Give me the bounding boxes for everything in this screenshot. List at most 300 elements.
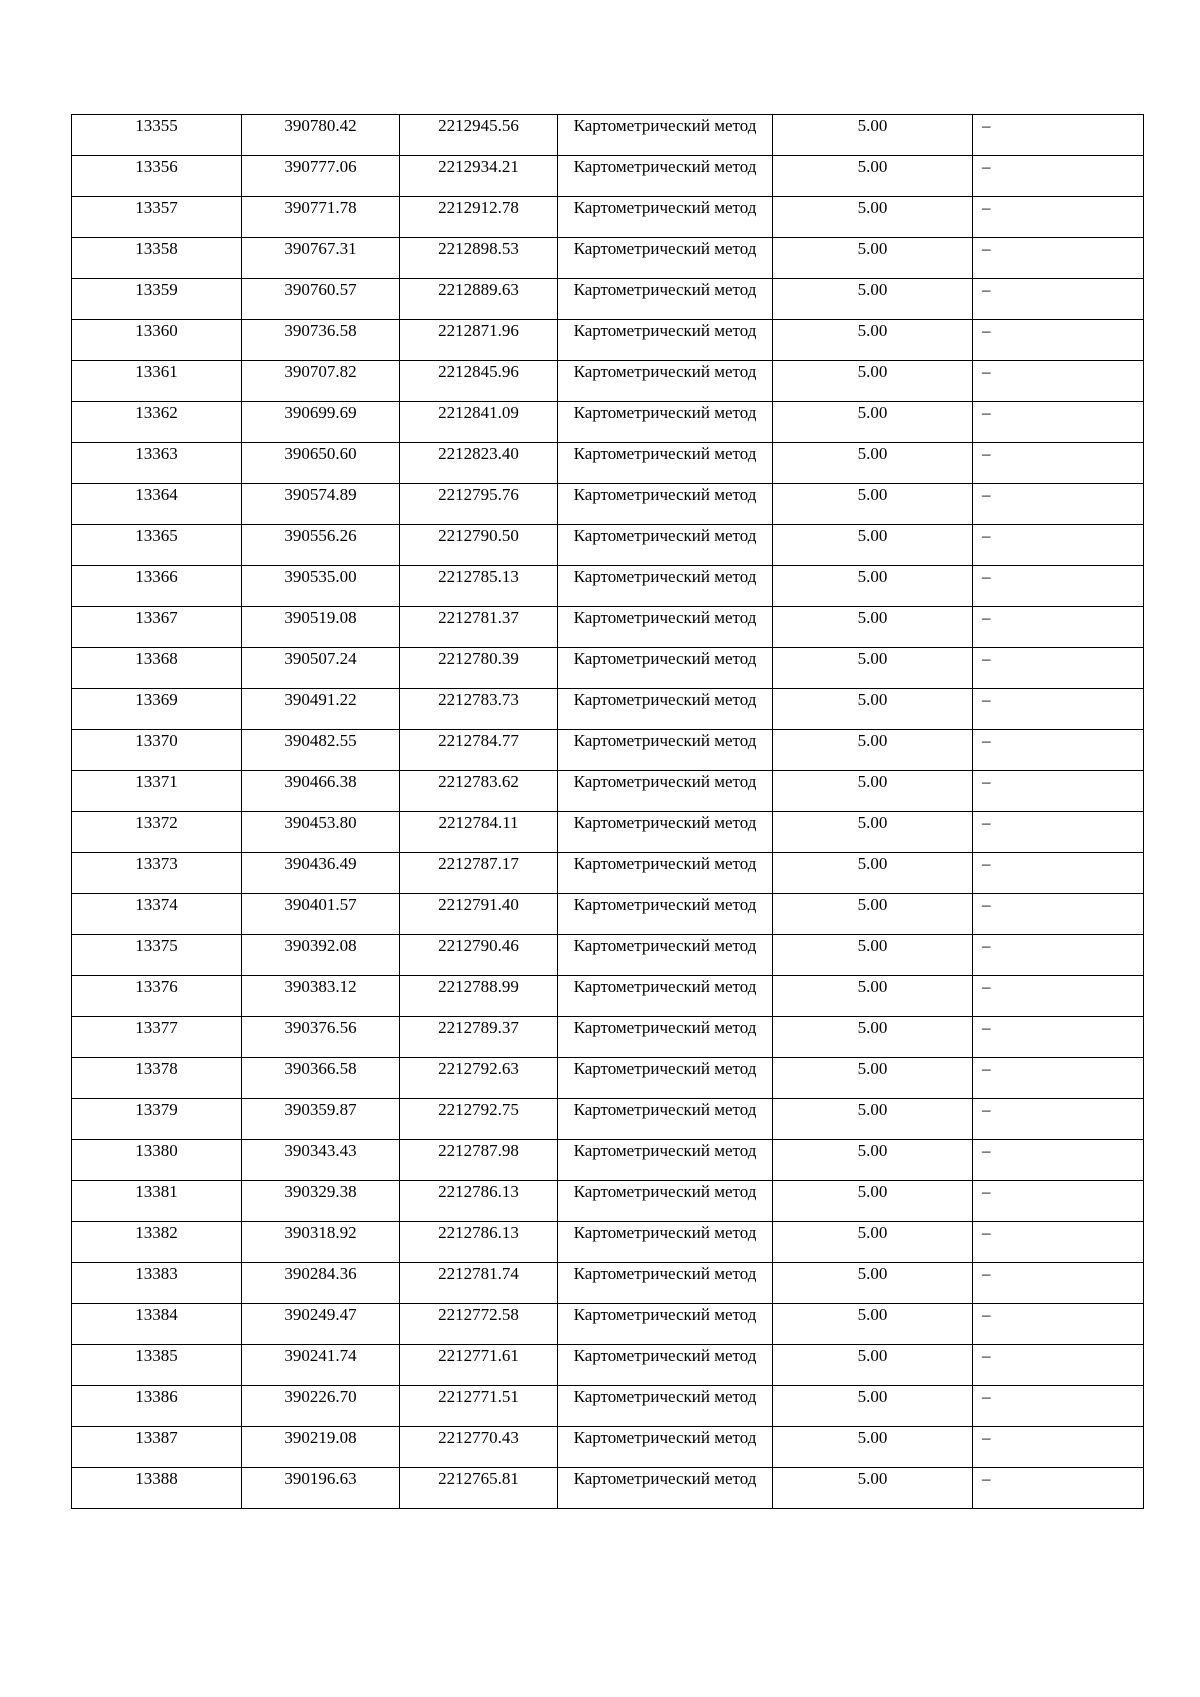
accuracy-cell-text: 5.00 — [857, 198, 888, 217]
method-cell-text: Картометрический метод — [573, 1305, 757, 1324]
x-coordinate-cell — [242, 361, 400, 402]
accuracy-cell-text: 5.00 — [857, 567, 888, 586]
method-cell — [558, 853, 773, 894]
table-row — [72, 197, 1144, 238]
x-coordinate-cell — [242, 1263, 400, 1304]
table-row — [72, 1386, 1144, 1427]
y-coordinate-cell-text: 2212783.62 — [438, 772, 519, 791]
note-cell-text: – — [982, 198, 991, 217]
method-cell-text: Картометрический метод — [573, 526, 757, 545]
point-number-cell — [72, 648, 242, 689]
x-coordinate-cell-text: 390574.89 — [284, 485, 357, 504]
note-cell-text: – — [982, 1223, 991, 1242]
table-row — [72, 1304, 1144, 1345]
method-cell-text: Картометрический метод — [573, 1018, 757, 1037]
x-coordinate-cell-text: 390366.58 — [284, 1059, 357, 1078]
y-coordinate-cell-text: 2212781.74 — [438, 1264, 519, 1283]
point-number-cell — [72, 197, 242, 238]
y-coordinate-cell — [400, 935, 558, 976]
y-coordinate-cell-text: 2212772.58 — [438, 1305, 519, 1324]
accuracy-cell-text: 5.00 — [857, 895, 888, 914]
x-coordinate-cell-text: 390466.38 — [284, 772, 357, 791]
y-coordinate-cell — [400, 525, 558, 566]
method-cell-text: Картометрический метод — [573, 239, 757, 258]
note-cell — [973, 1181, 1144, 1222]
note-cell-text: – — [982, 362, 991, 381]
point-number-cell — [72, 238, 242, 279]
accuracy-cell-text: 5.00 — [857, 157, 888, 176]
x-coordinate-cell-text: 390453.80 — [284, 813, 357, 832]
method-cell-text: Картометрический метод — [573, 362, 757, 381]
accuracy-cell-text: 5.00 — [857, 1305, 888, 1324]
note-cell-text: – — [982, 1264, 991, 1283]
y-coordinate-cell-text: 2212791.40 — [438, 895, 519, 914]
point-number-cell — [72, 361, 242, 402]
point-number-cell — [72, 1222, 242, 1263]
accuracy-cell-text: 5.00 — [857, 362, 888, 381]
x-coordinate-cell — [242, 566, 400, 607]
x-coordinate-cell-text: 390318.92 — [284, 1223, 357, 1242]
accuracy-cell — [773, 894, 973, 935]
point-number-cell — [72, 1017, 242, 1058]
y-coordinate-cell — [400, 607, 558, 648]
note-cell-text: – — [982, 1469, 991, 1488]
note-cell-text: – — [982, 526, 991, 545]
y-coordinate-cell — [400, 197, 558, 238]
accuracy-cell-text: 5.00 — [857, 608, 888, 627]
method-cell — [558, 894, 773, 935]
note-cell-text: – — [982, 977, 991, 996]
point-number-cell-text: 13374 — [135, 895, 178, 914]
note-cell-text: – — [982, 608, 991, 627]
y-coordinate-cell-text: 2212787.98 — [438, 1141, 519, 1160]
method-cell-text: Картометрический метод — [573, 321, 757, 340]
point-number-cell — [72, 320, 242, 361]
accuracy-cell — [773, 1386, 973, 1427]
note-cell-text: – — [982, 485, 991, 504]
x-coordinate-cell — [242, 607, 400, 648]
x-coordinate-cell — [242, 771, 400, 812]
method-cell-text: Картометрический метод — [573, 854, 757, 873]
point-number-cell — [72, 976, 242, 1017]
note-cell-text: – — [982, 1346, 991, 1365]
note-cell — [973, 279, 1144, 320]
note-cell — [973, 320, 1144, 361]
method-cell — [558, 279, 773, 320]
y-coordinate-cell — [400, 976, 558, 1017]
note-cell-text: – — [982, 936, 991, 955]
accuracy-cell-text: 5.00 — [857, 485, 888, 504]
point-number-cell — [72, 1058, 242, 1099]
accuracy-cell — [773, 1222, 973, 1263]
x-coordinate-cell — [242, 730, 400, 771]
method-cell — [558, 976, 773, 1017]
point-number-cell-text: 13373 — [135, 854, 178, 873]
method-cell — [558, 1140, 773, 1181]
point-number-cell — [72, 1427, 242, 1468]
accuracy-cell-text: 5.00 — [857, 649, 888, 668]
point-number-cell — [72, 484, 242, 525]
y-coordinate-cell — [400, 238, 558, 279]
point-number-cell — [72, 894, 242, 935]
accuracy-cell — [773, 853, 973, 894]
accuracy-cell — [773, 812, 973, 853]
method-cell-text: Картометрический метод — [573, 731, 757, 750]
x-coordinate-cell-text: 390780.42 — [284, 116, 357, 135]
note-cell — [973, 1345, 1144, 1386]
y-coordinate-cell — [400, 115, 558, 156]
x-coordinate-cell — [242, 156, 400, 197]
x-coordinate-cell-text: 390383.12 — [284, 977, 357, 996]
point-number-cell-text: 13371 — [135, 772, 178, 791]
accuracy-cell-text: 5.00 — [857, 1223, 888, 1242]
point-number-cell-text: 13356 — [135, 157, 178, 176]
accuracy-cell — [773, 115, 973, 156]
x-coordinate-cell — [242, 1017, 400, 1058]
note-cell — [973, 566, 1144, 607]
note-cell-text: – — [982, 116, 991, 135]
y-coordinate-cell — [400, 1304, 558, 1345]
method-cell-text: Картометрический метод — [573, 1346, 757, 1365]
note-cell — [973, 1222, 1144, 1263]
accuracy-cell — [773, 320, 973, 361]
table-row — [72, 689, 1144, 730]
table-row — [72, 1222, 1144, 1263]
y-coordinate-cell — [400, 279, 558, 320]
x-coordinate-cell — [242, 1427, 400, 1468]
point-number-cell — [72, 1140, 242, 1181]
note-cell — [973, 1017, 1144, 1058]
method-cell — [558, 1222, 773, 1263]
point-number-cell — [72, 935, 242, 976]
x-coordinate-cell-text: 390519.08 — [284, 608, 357, 627]
point-number-cell-text: 13363 — [135, 444, 178, 463]
x-coordinate-cell-text: 390736.58 — [284, 321, 357, 340]
point-number-cell-text: 13355 — [135, 116, 178, 135]
accuracy-cell-text: 5.00 — [857, 1346, 888, 1365]
y-coordinate-cell-text: 2212898.53 — [438, 239, 519, 258]
table-row — [72, 1263, 1144, 1304]
note-cell-text: – — [982, 690, 991, 709]
accuracy-cell — [773, 484, 973, 525]
accuracy-cell — [773, 1263, 973, 1304]
x-coordinate-cell-text: 390219.08 — [284, 1428, 357, 1447]
note-cell — [973, 1140, 1144, 1181]
method-cell-text: Картометрический метод — [573, 1428, 757, 1447]
x-coordinate-cell — [242, 402, 400, 443]
method-cell — [558, 607, 773, 648]
x-coordinate-cell-text: 390707.82 — [284, 362, 357, 381]
note-cell — [973, 156, 1144, 197]
method-cell-text: Картометрический метод — [573, 485, 757, 504]
y-coordinate-cell-text: 2212784.11 — [438, 813, 519, 832]
accuracy-cell — [773, 156, 973, 197]
note-cell — [973, 771, 1144, 812]
note-cell — [973, 1468, 1144, 1509]
method-cell-text: Картометрический метод — [573, 977, 757, 996]
x-coordinate-cell — [242, 976, 400, 1017]
method-cell — [558, 525, 773, 566]
method-cell — [558, 1345, 773, 1386]
point-number-cell-text: 13369 — [135, 690, 178, 709]
table-row — [72, 402, 1144, 443]
y-coordinate-cell-text: 2212934.21 — [438, 157, 519, 176]
point-number-cell-text: 13376 — [135, 977, 178, 996]
note-cell — [973, 1263, 1144, 1304]
y-coordinate-cell — [400, 771, 558, 812]
note-cell-text: – — [982, 1059, 991, 1078]
method-cell-text: Картометрический метод — [573, 198, 757, 217]
note-cell-text: – — [982, 1387, 991, 1406]
method-cell — [558, 1181, 773, 1222]
note-cell-text: – — [982, 239, 991, 258]
y-coordinate-cell — [400, 1099, 558, 1140]
y-coordinate-cell — [400, 1222, 558, 1263]
x-coordinate-cell — [242, 1304, 400, 1345]
y-coordinate-cell-text: 2212781.37 — [438, 608, 519, 627]
y-coordinate-cell-text: 2212786.13 — [438, 1182, 519, 1201]
x-coordinate-cell — [242, 1140, 400, 1181]
accuracy-cell-text: 5.00 — [857, 1018, 888, 1037]
point-number-cell-text: 13380 — [135, 1141, 178, 1160]
x-coordinate-cell-text: 390226.70 — [284, 1387, 357, 1406]
table-row — [72, 648, 1144, 689]
method-cell — [558, 197, 773, 238]
y-coordinate-cell — [400, 853, 558, 894]
point-number-cell — [72, 689, 242, 730]
note-cell-text: – — [982, 1428, 991, 1447]
note-cell-text: – — [982, 444, 991, 463]
x-coordinate-cell-text: 390196.63 — [284, 1469, 357, 1488]
method-cell — [558, 320, 773, 361]
accuracy-cell — [773, 361, 973, 402]
accuracy-cell-text: 5.00 — [857, 1469, 888, 1488]
x-coordinate-cell-text: 390491.22 — [284, 690, 357, 709]
point-number-cell-text: 13366 — [135, 567, 178, 586]
accuracy-cell-text: 5.00 — [857, 280, 888, 299]
note-cell — [973, 730, 1144, 771]
accuracy-cell-text: 5.00 — [857, 1059, 888, 1078]
table-row — [72, 1468, 1144, 1509]
table-row — [72, 935, 1144, 976]
accuracy-cell-text: 5.00 — [857, 1428, 888, 1447]
note-cell-text: – — [982, 280, 991, 299]
accuracy-cell-text: 5.00 — [857, 116, 888, 135]
point-number-cell — [72, 279, 242, 320]
x-coordinate-cell — [242, 197, 400, 238]
method-cell-text: Картометрический метод — [573, 1141, 757, 1160]
point-number-cell-text: 13368 — [135, 649, 178, 668]
note-cell — [973, 443, 1144, 484]
x-coordinate-cell-text: 390343.43 — [284, 1141, 357, 1160]
note-cell — [973, 115, 1144, 156]
x-coordinate-cell — [242, 320, 400, 361]
y-coordinate-cell-text: 2212845.96 — [438, 362, 519, 381]
x-coordinate-cell-text: 390241.74 — [284, 1346, 357, 1365]
table-row — [72, 1058, 1144, 1099]
point-number-cell-text: 13383 — [135, 1264, 178, 1283]
y-coordinate-cell — [400, 1345, 558, 1386]
point-number-cell — [72, 443, 242, 484]
x-coordinate-cell-text: 390777.06 — [284, 157, 357, 176]
accuracy-cell — [773, 1099, 973, 1140]
x-coordinate-cell-text: 390376.56 — [284, 1018, 357, 1037]
y-coordinate-cell — [400, 156, 558, 197]
y-coordinate-cell-text: 2212792.75 — [438, 1100, 519, 1119]
x-coordinate-cell-text: 390329.38 — [284, 1182, 357, 1201]
table-row — [72, 1140, 1144, 1181]
x-coordinate-cell — [242, 1386, 400, 1427]
x-coordinate-cell — [242, 689, 400, 730]
method-cell — [558, 566, 773, 607]
note-cell-text: – — [982, 1182, 991, 1201]
note-cell — [973, 361, 1144, 402]
x-coordinate-cell — [242, 115, 400, 156]
accuracy-cell — [773, 238, 973, 279]
x-coordinate-cell-text: 390436.49 — [284, 854, 357, 873]
x-coordinate-cell — [242, 484, 400, 525]
method-cell-text: Картометрический метод — [573, 1059, 757, 1078]
note-cell-text: – — [982, 1100, 991, 1119]
method-cell-text: Картометрический метод — [573, 1264, 757, 1283]
table-row — [72, 566, 1144, 607]
note-cell — [973, 812, 1144, 853]
x-coordinate-cell — [242, 238, 400, 279]
accuracy-cell-text: 5.00 — [857, 854, 888, 873]
y-coordinate-cell-text: 2212785.13 — [438, 567, 519, 586]
note-cell — [973, 648, 1144, 689]
method-cell — [558, 1386, 773, 1427]
y-coordinate-cell-text: 2212787.17 — [438, 854, 519, 873]
table-row — [72, 238, 1144, 279]
method-cell-text: Картометрический метод — [573, 157, 757, 176]
y-coordinate-cell — [400, 730, 558, 771]
x-coordinate-cell-text: 390771.78 — [284, 198, 357, 217]
y-coordinate-cell-text: 2212789.37 — [438, 1018, 519, 1037]
accuracy-cell — [773, 935, 973, 976]
point-number-cell-text: 13381 — [135, 1182, 178, 1201]
point-number-cell-text: 13364 — [135, 485, 178, 504]
point-number-cell-text: 13386 — [135, 1387, 178, 1406]
point-number-cell-text: 13362 — [135, 403, 178, 422]
accuracy-cell — [773, 1468, 973, 1509]
accuracy-cell-text: 5.00 — [857, 444, 888, 463]
y-coordinate-cell — [400, 689, 558, 730]
accuracy-cell — [773, 1427, 973, 1468]
x-coordinate-cell-text: 390556.26 — [284, 526, 357, 545]
point-number-cell — [72, 607, 242, 648]
point-number-cell — [72, 771, 242, 812]
y-coordinate-cell — [400, 1427, 558, 1468]
accuracy-cell-text: 5.00 — [857, 526, 888, 545]
x-coordinate-cell — [242, 1181, 400, 1222]
note-cell — [973, 484, 1144, 525]
y-coordinate-cell — [400, 1058, 558, 1099]
point-number-cell-text: 13385 — [135, 1346, 178, 1365]
note-cell — [973, 1427, 1144, 1468]
note-cell-text: – — [982, 1141, 991, 1160]
note-cell — [973, 976, 1144, 1017]
y-coordinate-cell-text: 2212823.40 — [438, 444, 519, 463]
y-coordinate-cell — [400, 484, 558, 525]
accuracy-cell — [773, 1304, 973, 1345]
y-coordinate-cell-text: 2212945.56 — [438, 116, 519, 135]
method-cell — [558, 1058, 773, 1099]
point-number-cell — [72, 402, 242, 443]
method-cell-text: Картометрический метод — [573, 1387, 757, 1406]
accuracy-cell-text: 5.00 — [857, 690, 888, 709]
note-cell-text: – — [982, 731, 991, 750]
y-coordinate-cell — [400, 566, 558, 607]
method-cell — [558, 1468, 773, 1509]
y-coordinate-cell-text: 2212786.13 — [438, 1223, 519, 1242]
method-cell — [558, 484, 773, 525]
point-number-cell — [72, 1386, 242, 1427]
accuracy-cell — [773, 279, 973, 320]
accuracy-cell — [773, 525, 973, 566]
note-cell — [973, 197, 1144, 238]
method-cell — [558, 730, 773, 771]
table-row — [72, 115, 1144, 156]
x-coordinate-cell-text: 390401.57 — [284, 895, 357, 914]
y-coordinate-cell — [400, 648, 558, 689]
y-coordinate-cell-text: 2212783.73 — [438, 690, 519, 709]
point-number-cell-text: 13388 — [135, 1469, 178, 1488]
method-cell — [558, 689, 773, 730]
table-row — [72, 607, 1144, 648]
accuracy-cell — [773, 443, 973, 484]
table-row — [72, 320, 1144, 361]
point-number-cell-text: 13370 — [135, 731, 178, 750]
accuracy-cell — [773, 648, 973, 689]
accuracy-cell — [773, 1058, 973, 1099]
accuracy-cell-text: 5.00 — [857, 936, 888, 955]
accuracy-cell-text: 5.00 — [857, 321, 888, 340]
y-coordinate-cell — [400, 320, 558, 361]
accuracy-cell-text: 5.00 — [857, 772, 888, 791]
note-cell-text: – — [982, 157, 991, 176]
method-cell — [558, 1427, 773, 1468]
method-cell — [558, 935, 773, 976]
method-cell — [558, 361, 773, 402]
note-cell — [973, 402, 1144, 443]
table-row — [72, 484, 1144, 525]
point-number-cell-text: 13375 — [135, 936, 178, 955]
table-row — [72, 156, 1144, 197]
point-number-cell-text: 13360 — [135, 321, 178, 340]
accuracy-cell-text: 5.00 — [857, 731, 888, 750]
point-number-cell-text: 13387 — [135, 1428, 178, 1447]
method-cell-text: Картометрический метод — [573, 280, 757, 299]
method-cell-text: Картометрический метод — [573, 1182, 757, 1201]
method-cell-text: Картометрический метод — [573, 690, 757, 709]
point-number-cell — [72, 156, 242, 197]
point-number-cell — [72, 566, 242, 607]
note-cell — [973, 607, 1144, 648]
y-coordinate-cell — [400, 812, 558, 853]
x-coordinate-cell-text: 390507.24 — [284, 649, 357, 668]
x-coordinate-cell-text: 390249.47 — [284, 1305, 357, 1324]
x-coordinate-cell — [242, 894, 400, 935]
x-coordinate-cell — [242, 1099, 400, 1140]
accuracy-cell — [773, 1140, 973, 1181]
point-number-cell — [72, 1181, 242, 1222]
accuracy-cell-text: 5.00 — [857, 1182, 888, 1201]
point-number-cell-text: 13359 — [135, 280, 178, 299]
y-coordinate-cell-text: 2212780.39 — [438, 649, 519, 668]
table-row — [72, 361, 1144, 402]
accuracy-cell — [773, 566, 973, 607]
